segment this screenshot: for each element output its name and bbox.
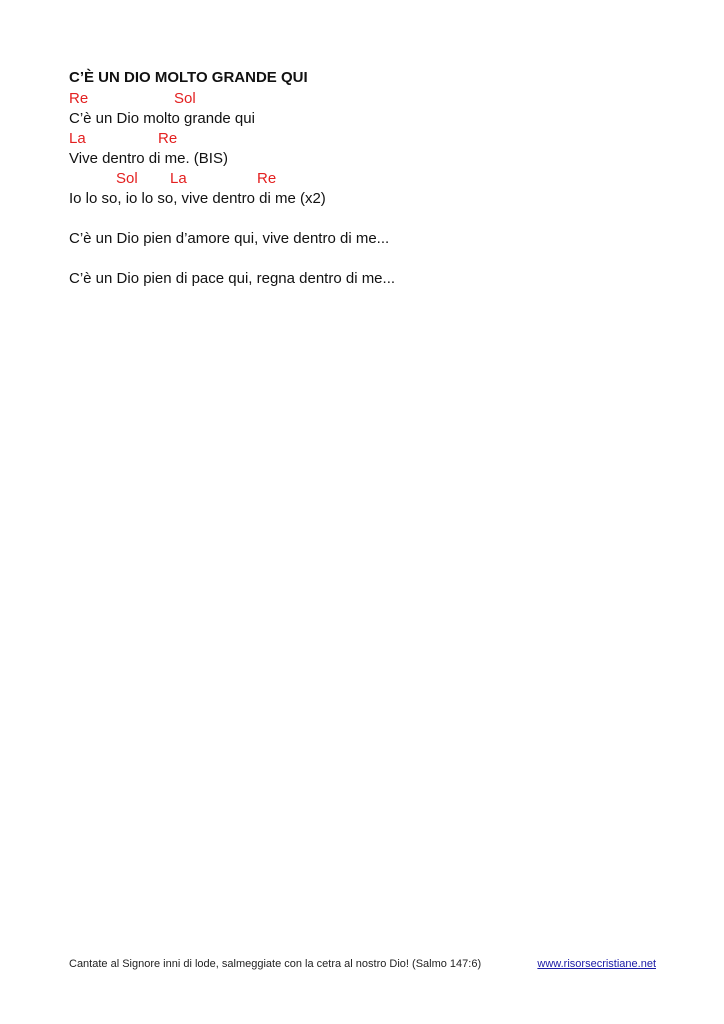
chord-re-1: Re: [69, 90, 89, 107]
chord-sol-1: Sol: [174, 90, 196, 107]
chord-la-2: La: [69, 130, 86, 147]
lyric-line-3: Io lo so, io lo so, vive dentro di me (x2): [69, 190, 326, 207]
chord-la-3: La: [170, 170, 187, 187]
lyric-line-2: Vive dentro di me. (BIS): [69, 150, 228, 167]
chord-re-2: Re: [158, 130, 178, 147]
footer-quote: Cantate al Signore inni di lode, salmeggiate con la cetra al nostro Dio! (Salmo 147:6): [69, 958, 482, 970]
song-title: C’È UN DIO MOLTO GRANDE QUI: [69, 69, 308, 86]
lyric-line-1: C’è un Dio molto grande qui: [69, 110, 255, 127]
chord-re-3: Re: [257, 170, 277, 187]
lyric-verse-2: C’è un Dio pien d’amore qui, vive dentro di me...: [69, 230, 390, 247]
footer-link[interactable]: www.risorsecristiane.net: [537, 958, 656, 970]
lyric-verse-3: C’è un Dio pien di pace qui, regna dentro di me...: [69, 270, 396, 287]
chord-sol-3: Sol: [116, 170, 138, 187]
